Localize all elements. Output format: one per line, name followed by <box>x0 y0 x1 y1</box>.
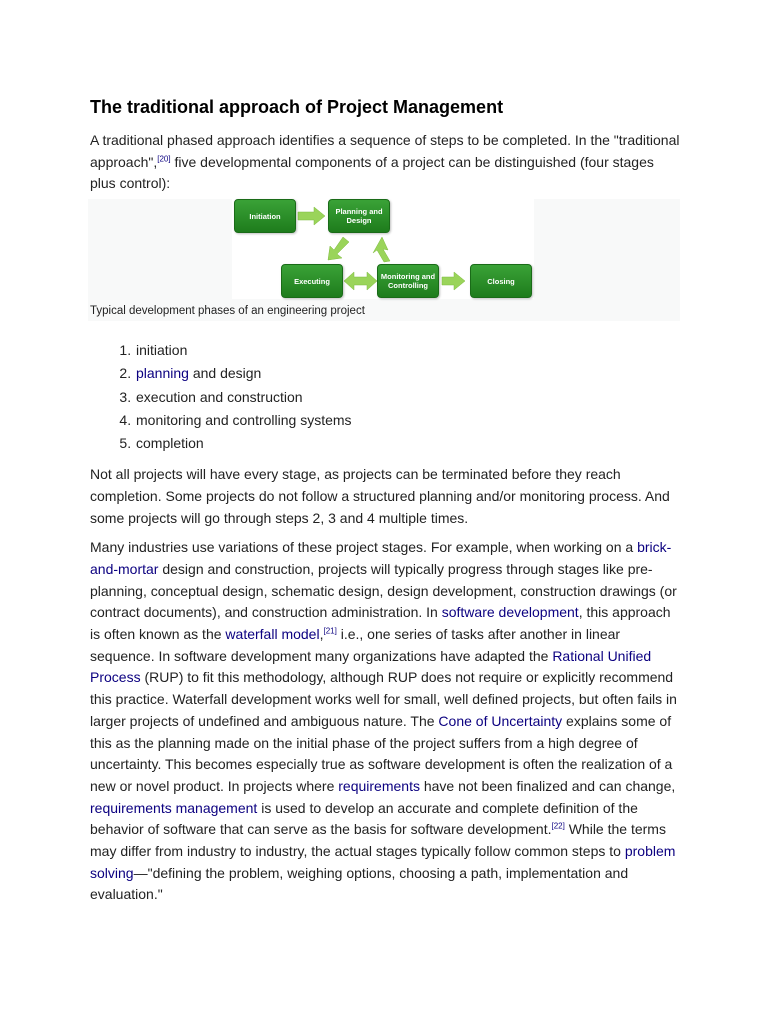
arrow-executing-monitoring <box>344 272 377 290</box>
text-run: —"defining the problem, weighing options, choosing a path, implementation and evaluation." <box>90 864 629 903</box>
figure-caption: Typical development phases of an engineering project <box>90 305 365 318</box>
box-initiation: Initiation <box>234 199 296 233</box>
text-run: While the terms may differ from industry to industry, the actual stages typically follow common steps to <box>90 821 666 860</box>
text-run: , this approach is often known as the <box>90 604 671 643</box>
box-monitoring-controlling: Monitoring and Controlling <box>377 264 439 298</box>
planning-link[interactable]: planning <box>136 365 189 382</box>
intro-text-2: five developmental components of a project can be distinguished (four stages plus control): <box>90 153 654 192</box>
list-item <box>135 409 682 432</box>
intro-text-1: A traditional phased approach identifies a sequence of steps to be completed. In the "traditional approach", <box>90 132 680 170</box>
stages-list <box>90 339 682 455</box>
arrow-planning-to-executing <box>328 237 349 260</box>
box-planning-design: Planning and Design <box>328 199 390 233</box>
phases-diagram <box>232 199 534 299</box>
list-item-text: monitoring and controlling systems <box>136 411 352 428</box>
requirements-management-link[interactable]: requirements management <box>90 799 258 816</box>
text-run: is used to develop an accurate and complete definition of the behavior of software that can serve as the basis for software development. <box>90 799 638 838</box>
box-closing: Closing <box>470 264 532 298</box>
list-item-text: and design <box>188 365 262 382</box>
text-run: Many industries use variations of these project stages. For example, when working on a <box>90 539 638 556</box>
waterfall-model-link[interactable]: waterfall model <box>225 626 320 643</box>
section-heading: The traditional approach of Project Management <box>90 97 504 117</box>
list-item <box>135 386 682 409</box>
requirements-link[interactable]: requirements <box>338 777 420 794</box>
phases-figure <box>88 199 680 321</box>
reference-20[interactable]: [20] <box>157 154 171 164</box>
cone-of-uncertainty-link[interactable]: Cone of Uncertainty <box>438 712 563 729</box>
box-executing: Executing <box>281 264 343 298</box>
list-item <box>135 339 682 362</box>
software-development-link[interactable]: software development <box>441 604 579 621</box>
arrow-monitoring-to-planning <box>373 237 390 262</box>
problem-solving-link[interactable]: problem solving <box>90 843 676 881</box>
text-run: design and construction, projects will typically progress through stages like pre-planning, conceptual design, schematic design, design development, construction drawings (or contract documents), and construction administration. In <box>90 560 677 621</box>
intro-paragraph <box>90 130 682 195</box>
list-item <box>135 362 682 385</box>
article-content <box>90 92 682 906</box>
industries-paragraph: Many industries use variations of these project stages. For example, when working on a brick-and-mortar design and construction, projects will typically progress through stages like pre-planning, conceptual design, schematic design, design development, construction drawings (or contract documents), and construction administration. In software development, this approach is often known as the waterfall model,[21] i.e., one series of tasks after another in linear sequence. In software development many organizations have adapted the Rational Unified Process (RUP) to fit this methodology, although RUP does not require or explicitly recommend this practice. Waterfall development works well for small, well defined projects, but often fails in larger projects of undefined and ambiguous nature. The Cone of Uncertainty explains some of this as the planning made on the initial phase of the project suffers from a high degree of uncertainty. This becomes especially true as software development is often the realization of a new or novel product. In projects where requirements have not been finalized and can change, requirements management is used to develop an accurate and complete definition of the behavior of software that can serve as the basis for software development.[22] While the terms may differ from industry to industry, the actual stages typically follow common steps to problem solving—"defining the problem, weighing options, choosing a path, implementation and evaluation." <box>90 539 677 903</box>
text-run: explains some of this as the planning made on the initial phase of the project suffers from a high degree of uncertainty. This becomes especially true as software development is often the realization of a new or novel product. In projects where <box>90 712 673 794</box>
list-item <box>135 432 682 455</box>
text-run: i.e., one series of tasks after another in linear sequence. In software development many organizations have adapted the <box>90 626 621 664</box>
list-item-text: completion <box>136 434 204 451</box>
stages-paragraph: Not all projects will have every stage, as projects can be terminated before they reach completion. Some projects do not follow a structured planning and/or monitoring process. And some projects will go through steps 2, 3 and 4 multiple times. <box>90 466 670 526</box>
reference-22[interactable]: [22] <box>551 821 565 831</box>
text-run: (RUP) to fit this methodology, although RUP does not require or explicitly recommend this practice. Waterfall development works well for small, well defined projects, but often fails in larger projects of undefined and ambiguous nature. The <box>90 669 677 729</box>
text-run: have not been finalized and can change, <box>419 777 676 794</box>
list-item-text: initiation <box>136 342 188 359</box>
arrow-initiation-to-planning <box>298 207 325 225</box>
reference-21[interactable]: [21] <box>323 626 337 636</box>
brick-and-mortar-link[interactable]: brick-and-mortar <box>90 539 672 577</box>
list-item-text: execution and construction <box>136 388 303 405</box>
rational-unified-process-link[interactable]: Rational Unified Process <box>90 647 652 686</box>
arrow-monitoring-to-closing <box>442 272 465 290</box>
